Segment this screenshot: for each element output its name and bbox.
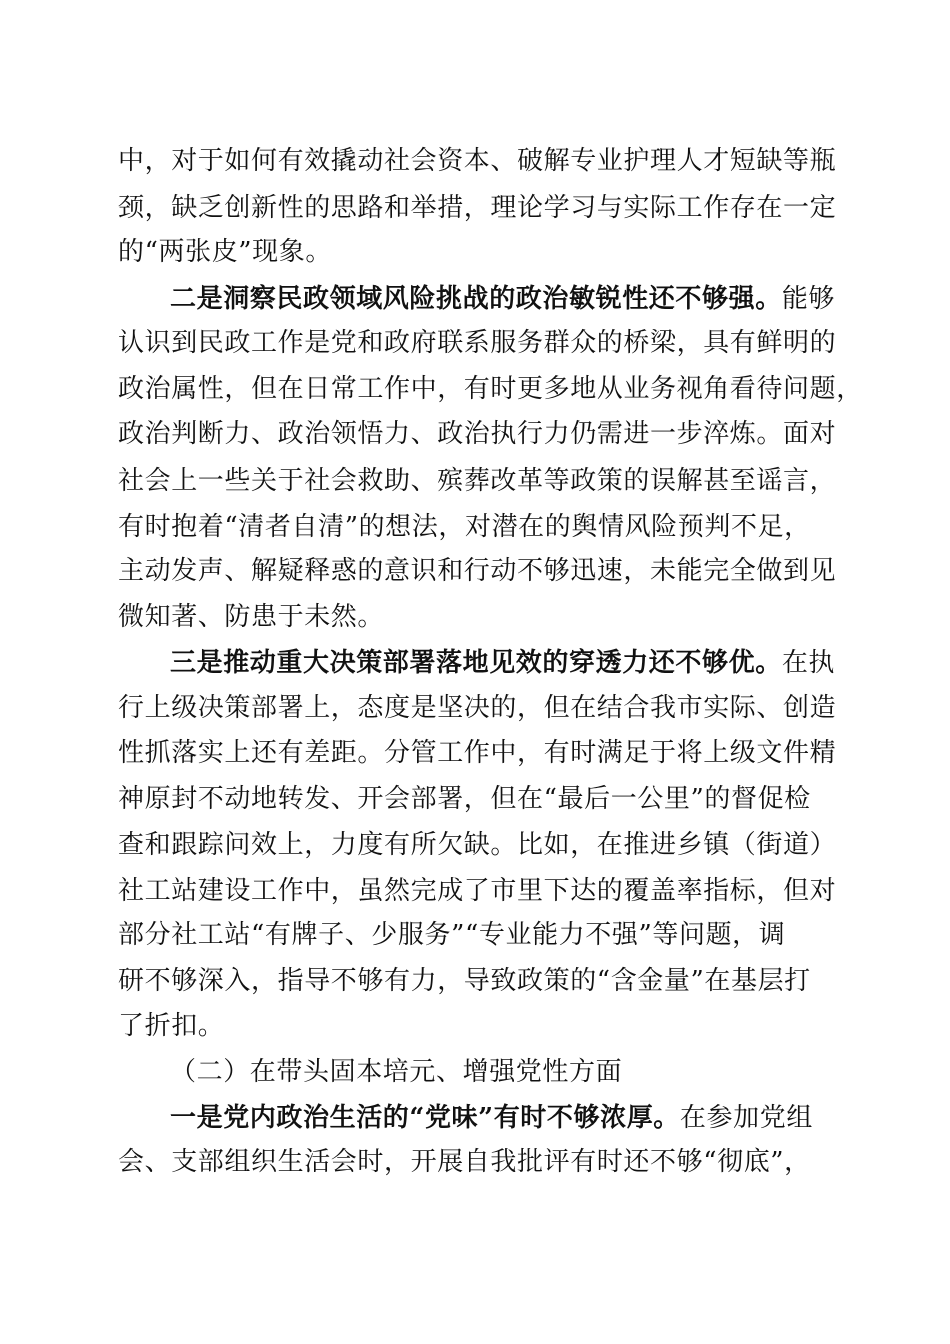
- body-text-segment: 在参加党组: [679, 1103, 813, 1133]
- body-text-line: 政治属性，但在日常工作中，有时更多地从业务视角看待问题，: [118, 374, 863, 404]
- body-text-line: 的“两张皮”现象。: [118, 237, 332, 267]
- body-text-line: 社会上一些关于社会救助、殡葬改革等政策的误解甚至谣言，: [118, 466, 837, 496]
- paragraph-heading: 二是洞察民政领域风险挑战的政治敏锐性还不够强。: [170, 284, 782, 314]
- paragraph-first-line: [170, 643, 835, 683]
- body-text-line: 了折扣。: [118, 1011, 225, 1041]
- paragraph-heading: 一是党内政治生活的“党味”有时不够浓厚。: [170, 1103, 680, 1133]
- body-text-line: 颈，缺乏创新性的思路和举措，理论学习与实际工作存在一定: [118, 193, 837, 223]
- body-text-line: 认识到民政工作是党和政府联系服务群众的桥梁，具有鲜明的: [118, 328, 837, 358]
- body-text-line: 中，对于如何有效撬动社会资本、破解专业护理人才短缺等瓶: [118, 146, 837, 176]
- paragraph-first-line: [170, 1098, 813, 1138]
- body-text-line: 会、支部组织生活会时，开展自我批评有时还不够“彻底”，: [118, 1147, 811, 1177]
- body-text-line: 行上级决策部署上，态度是坚决的，但在结合我市实际、创造: [118, 693, 837, 723]
- body-text-line: 社工站建设工作中，虽然完成了市里下达的覆盖率指标，但对: [118, 876, 837, 906]
- body-text-line: 性抓落实上还有差距。分管工作中，有时满足于将上级文件精: [118, 738, 837, 768]
- body-text-line: 主动发声、解疑释惑的意识和行动不够迅速，未能完全做到见: [118, 556, 837, 586]
- body-text-line: 神原封不动地转发、开会部署，但在“最后一公里”的督促检: [118, 784, 811, 814]
- body-text-segment: 在执: [781, 648, 836, 678]
- section-heading: （二）在带头固本培元、增强党性方面: [170, 1057, 623, 1087]
- body-text-line: 研不够深入，指导不够有力，导致政策的“含金量”在基层打: [118, 966, 811, 996]
- paragraph-first-line: [170, 279, 835, 319]
- paragraph-heading: 三是推动重大决策部署落地见效的穿透力还不够优。: [170, 648, 782, 678]
- body-text-segment: 能够: [781, 284, 836, 314]
- body-text-line: 有时抱着“清者自清”的想法，对潜在的舆情风险预判不足，: [118, 512, 811, 542]
- body-text-line: 查和跟踪问效上，力度有所欠缺。比如，在推进乡镇（街道）: [118, 830, 837, 860]
- body-text-line: 政治判断力、政治领悟力、政治执行力仍需进一步淬炼。面对: [118, 419, 837, 449]
- body-text-line: 微知著、防患于未然。: [118, 602, 385, 632]
- body-text-line: 部分社工站“有牌子、少服务”“专业能力不强”等问题，调: [118, 920, 786, 950]
